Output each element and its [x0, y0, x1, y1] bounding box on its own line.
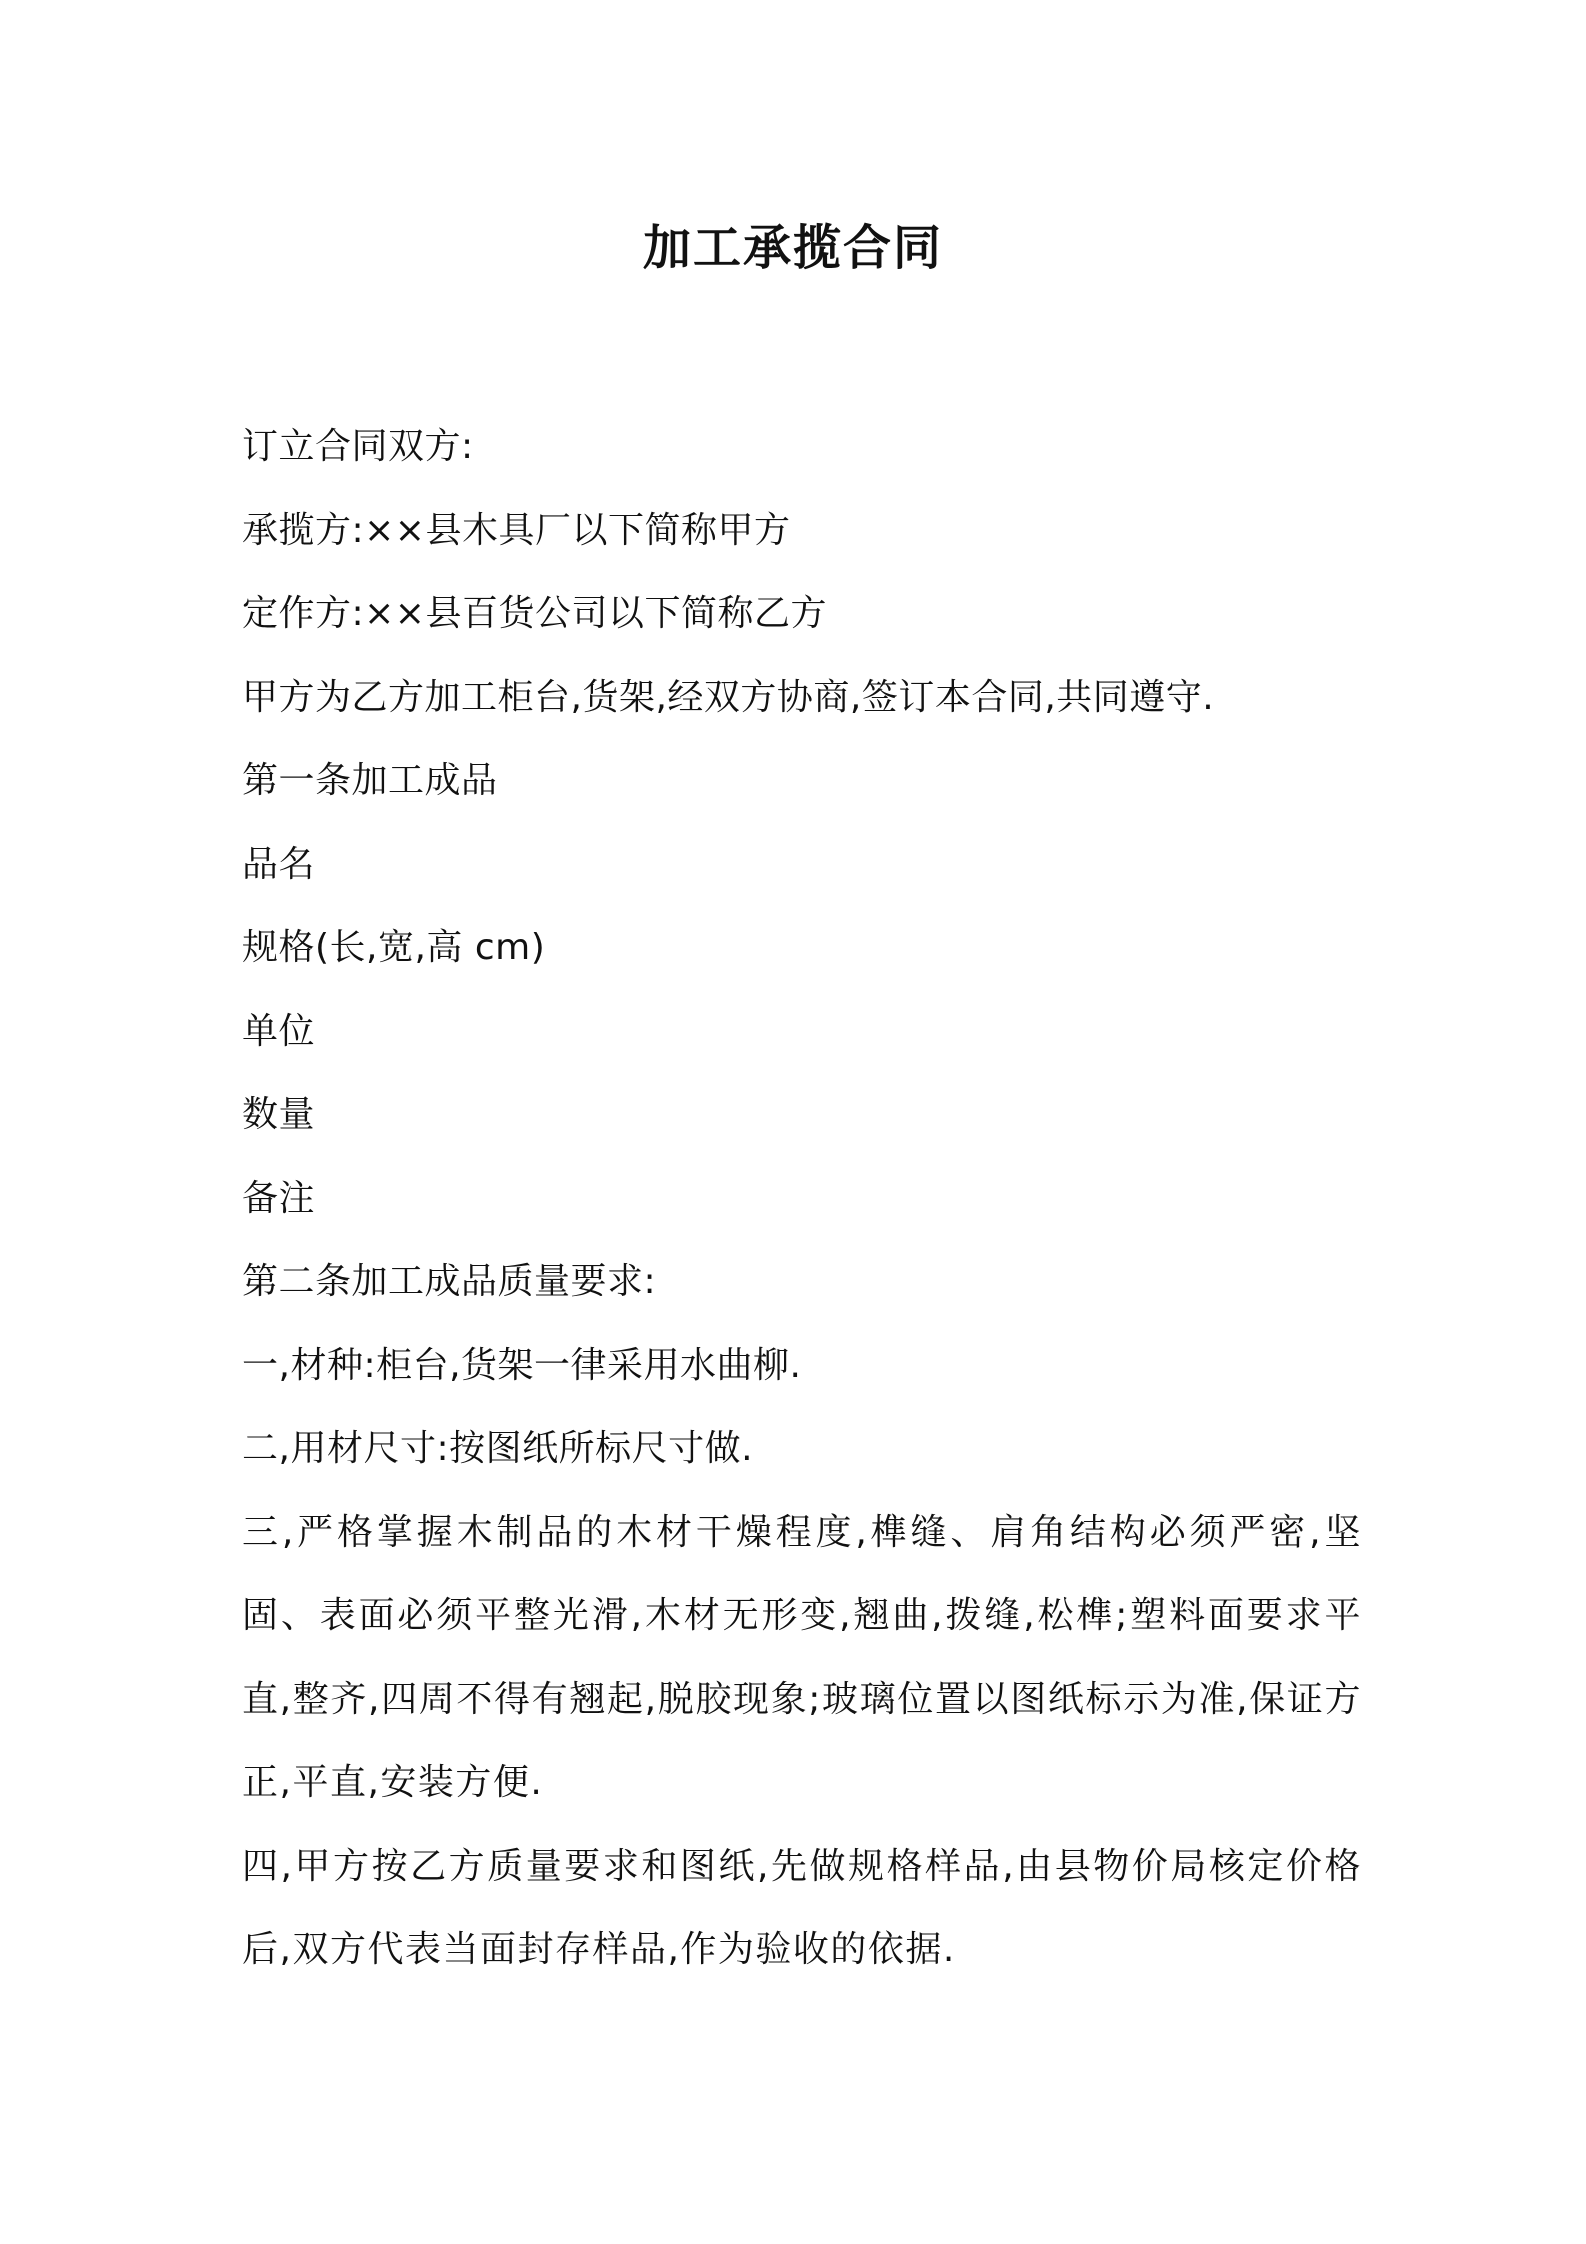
field-unit: 单位	[242, 1010, 316, 1052]
article-1-heading: 第一条加工成品	[242, 760, 498, 801]
document-body	[242, 405, 1362, 1992]
clause-1: 一,材种:柜台,货架一律采用水曲柳.	[242, 1344, 802, 1386]
contractor-line: 承揽方:××县木具厂以下简称甲方	[242, 509, 791, 551]
field-specification: 规格(长,宽,高 cm)	[242, 927, 546, 968]
field-quantity: 数量	[242, 1094, 316, 1135]
preamble: 甲方为乙方加工柜台,货架,经双方协商,签订本合同,共同遵守.	[242, 676, 1215, 718]
field-product-name: 品名	[242, 843, 316, 885]
client-line: 定作方:××县百货公司以下简称乙方	[242, 593, 827, 634]
clause-2: 二,用材尺寸:按图纸所标尺寸做.	[242, 1428, 754, 1469]
parties-heading: 订立合同双方:	[242, 426, 474, 467]
field-remarks: 备注	[242, 1177, 316, 1219]
article-2-heading: 第二条加工成品质量要求:	[242, 1261, 657, 1302]
clause-3: 三,严格掌握木制品的木材干燥程度,榫缝、肩角结构必须严密,坚固、表面必须平整光滑,木材无形变,翘曲,拨缝,松榫;塑料面要求平直,整齐,四周不得有翘起,脱胶现象;玻璃位置以图纸标示为准,保证方正,平直,安装方便.	[242, 1511, 1362, 1803]
document-title: 加工承揽合同	[642, 220, 943, 276]
clause-4: 四,甲方按乙方质量要求和图纸,先做规格样品,由县物价局核定价格后,双方代表当面封存样品,作为验收的依据.	[242, 1845, 1362, 1970]
